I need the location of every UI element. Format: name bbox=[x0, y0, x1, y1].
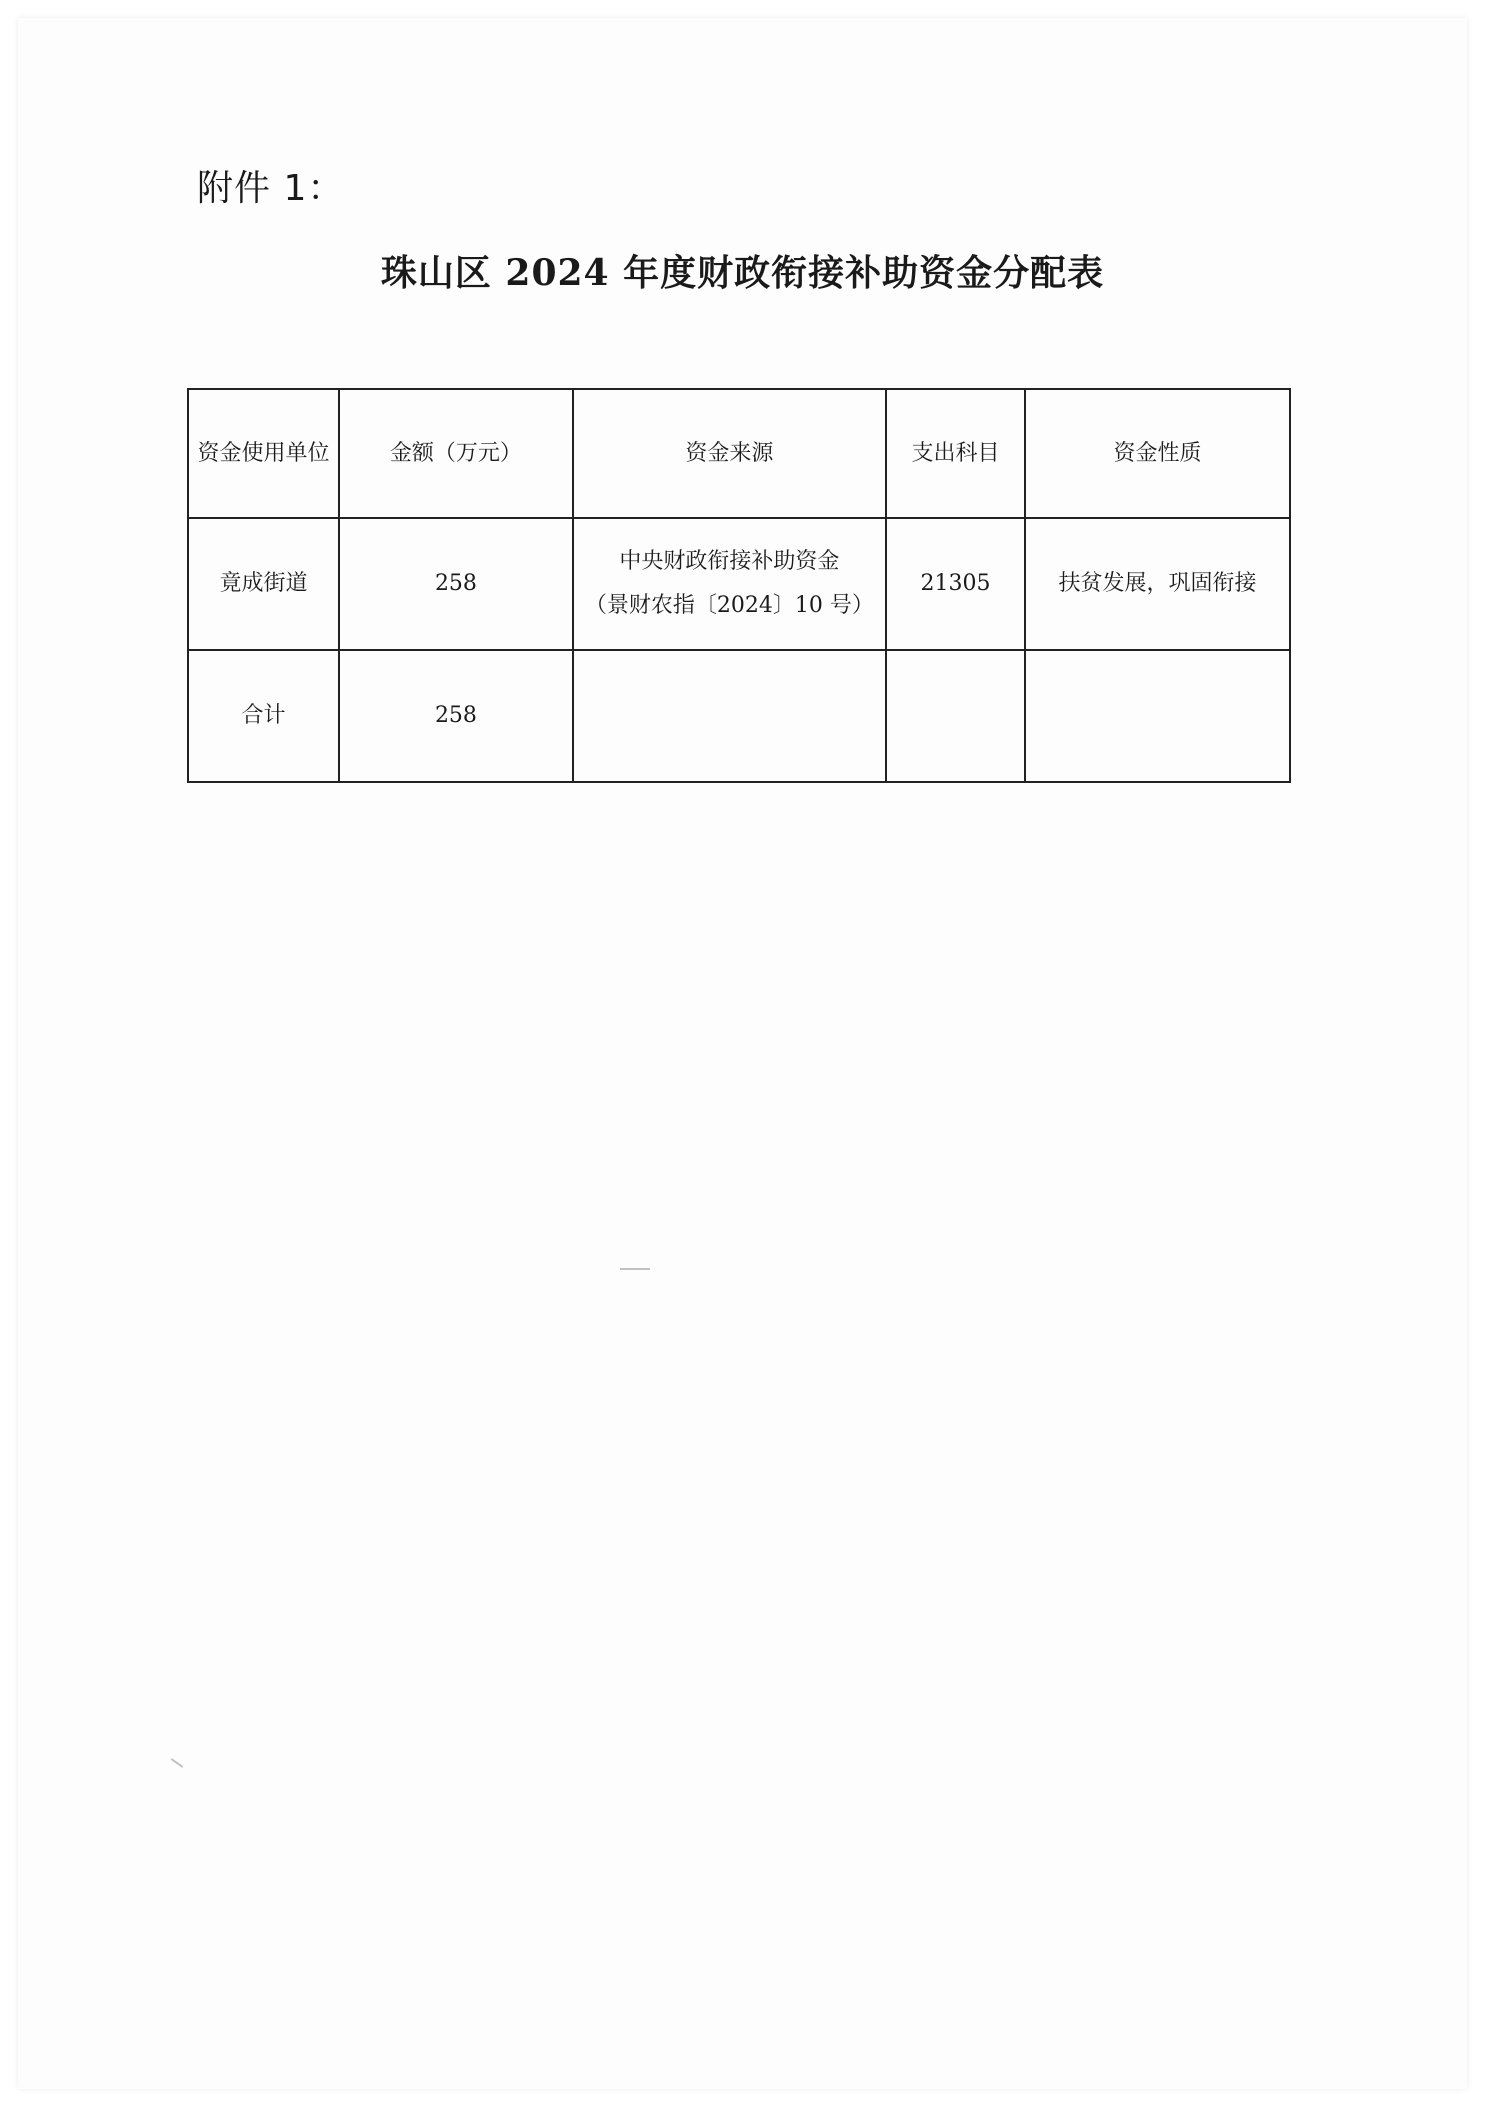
cell-unit: 竟成街道 bbox=[188, 518, 339, 650]
column-header-source: 资金来源 bbox=[573, 389, 886, 518]
table-total-row bbox=[188, 650, 1290, 782]
column-header-amount: 金额（万元） bbox=[339, 389, 573, 518]
cell-amount: 258 bbox=[339, 518, 573, 650]
document-page bbox=[18, 18, 1467, 2089]
cell-source-line2: （景财农指〔2024〕10 号） bbox=[584, 593, 874, 618]
document-title: 珠山区 2024 年度财政衔接补助资金分配表 bbox=[380, 252, 1105, 294]
cell-subject: 21305 bbox=[886, 518, 1025, 650]
cell-nature: 扶贫发展，巩固衔接 bbox=[1025, 518, 1290, 650]
allocation-table bbox=[187, 388, 1291, 783]
cell-source bbox=[573, 518, 886, 650]
cell-total-subject bbox=[886, 650, 1025, 782]
cell-total-label: 合计 bbox=[188, 650, 339, 782]
table-header-row bbox=[188, 389, 1290, 518]
cell-source-line1: 中央财政衔接补助资金 bbox=[619, 549, 840, 574]
cell-total-nature bbox=[1025, 650, 1290, 782]
column-header-unit: 资金使用单位 bbox=[188, 389, 339, 518]
cell-total-source bbox=[573, 650, 886, 782]
column-header-nature: 资金性质 bbox=[1025, 389, 1290, 518]
cell-total-amount: 258 bbox=[339, 650, 573, 782]
scan-speck bbox=[620, 1268, 650, 1270]
attachment-label: 附件 1： bbox=[197, 168, 345, 209]
column-header-subject: 支出科目 bbox=[886, 389, 1025, 518]
table-row bbox=[188, 518, 1290, 650]
